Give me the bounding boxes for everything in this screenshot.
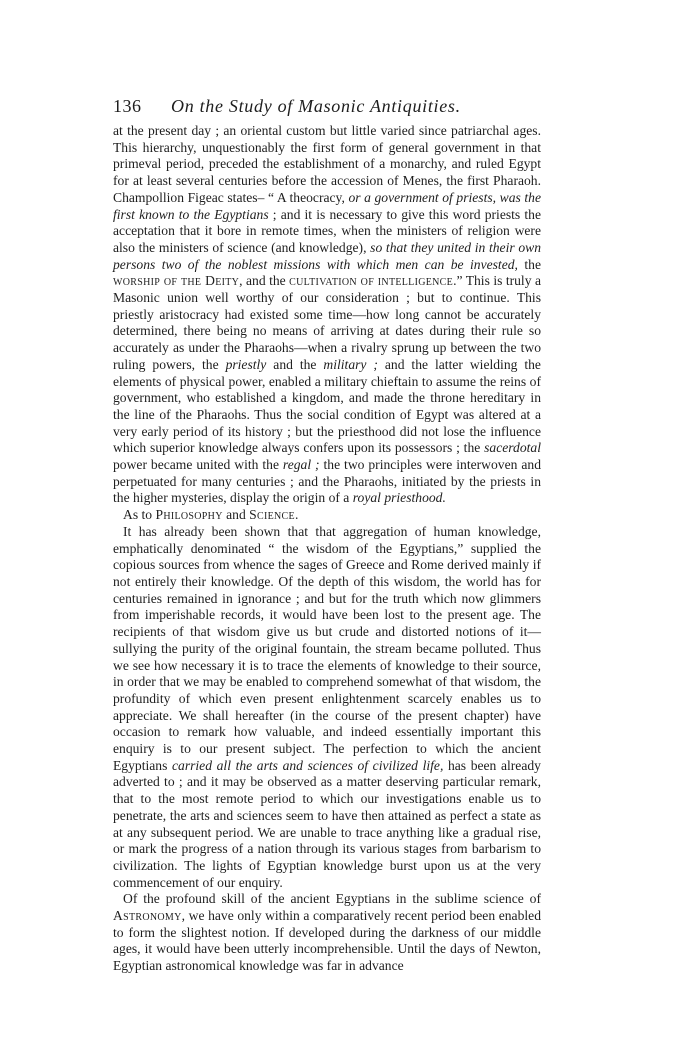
text-run: Of the profound skill of the ancient Egyptians in the sublime science of [123,891,541,907]
text-run: , we have only within a comparatively recent period been enabled to form the slightest notion. If developed during the darkness of our middle ages, it would have been utterly incomprehensible. Until the days of Newton, Egyptian astronomical knowledge was far in advance [113,908,541,974]
italic-text: priestly [225,356,267,372]
text-run: . [294,507,299,523]
text-run: at the present day ; an oriental custom but little varied since patriarchal ages. This hierarchy, unquestionably the first form of general government in that primeval period, preceded the establishment of a monarchy, and ruled Egypt for at least several centuries before the accession of Menes, the first Pharaoh. Champollion Figeac states– “ A theocracy, [113,123,541,205]
text-run: ; and it is necessary to give this word priests the acceptation that it bore in remote times, when the ministers of religion were also the ministers of science (and knowledge), [113,206,541,255]
italic-text: regal ; [282,457,320,473]
text-run: the [517,256,541,272]
small-caps-text: cultivation of intelligence [289,273,454,289]
small-caps-text: Astronomy [113,908,182,924]
page-number: 136 [113,96,142,116]
italic-text: carried all the arts and sciences of civilized life, [171,757,444,773]
text-run: .” This is truly a Masonic union well worthy of our consideration ; but to continue. This priestly aristocracy had existed some time—how long cannot be accurately determined, there being no means of arriving at dates during their rule so accurately as under the Pharaohs—when a rivalry sprung up between the two ruling powers, the [113,273,541,372]
running-title: On the Study of Masonic Antiquities. [171,96,461,116]
small-caps-text: Science [249,507,295,523]
italic-text: or a government of priests, was the first known to the Egyptians [113,189,541,222]
text-run: power became united with the [113,457,283,473]
text-run: As to [123,507,156,523]
text-run: and [222,507,250,523]
text-run: has been already adverted to ; and it may be observed as a matter deserving particular remark, that to the most remote period to which our investigations enable us to penetrate, the arts and sciences seem to have then attained as perfect a state as at any subsequent period. We are unable to trace anything like a gradual rise, or mark the progress of a nation through its various stages from barbarism to civilization. The lights of Egyptian knowledge burst upon us at the very commencement of our enquiry. [113,757,541,890]
text-run: the two principles were interwoven and perpetuated for many centuries ; and the Pharaohs, initiated by the priests in the higher mysteries, display the origin of a [113,457,541,506]
text-run: It has already been shown that that aggregation of human knowledge, emphatically denominated “ the wisdom of the Egyptians,” supplied the copious sources from whence the sages of Greece and Rome derived mainly if not entirely their knowledge. Of the depth of this wisdom, the world has for centuries remained in ignorance ; and but for the truth which now glimmers from imperishable records, it would have been lost to the present age. The recipients of that wisdom give us but crude and distorted notions of it—sullying the purity of the original fountain, the stream became polluted. Thus we see how necessary it is to trace the elements of knowledge to their source, in order that we may be enabled to comprehend somewhat of that wisdom, the profundity of which even present enlightenment scarcely enables us to appreciate. We shall hereafter (in the course of the present chapter) have occasion to remark how valuable, and indeed essentially important this enquiry is to our present subject. The perfection to which the ancient Egyptians [113,523,541,773]
italic-text: so that they united in their own persons two of the noblest missions with which men can be invested, [113,239,541,272]
text-run: and the [266,356,324,372]
text-run: , and the [239,273,290,289]
text-run: and the latter wielding the elements of physical power, enabled a military chieftain to assume the reins of government, who established a kingdom, and made the throne hereditary in the line of the Pharaohs. Thus the social condition of Egypt was altered at a very early period of its history ; but the priesthood did not lose the influence which superior knowledge always confers upon its possessors ; the [113,356,541,456]
page-header [113,96,553,120]
paragraph [113,891,541,975]
paragraph [113,123,541,507]
small-caps-text: Philosophy [155,507,223,523]
italic-text: military ; [323,356,378,372]
paragraph [113,507,541,524]
italic-text: royal priesthood. [352,490,446,506]
small-caps-text: worship of the Deity [113,273,240,289]
italic-text: sacerdotal [484,440,541,456]
paragraph [113,524,541,891]
body-text [113,123,541,975]
